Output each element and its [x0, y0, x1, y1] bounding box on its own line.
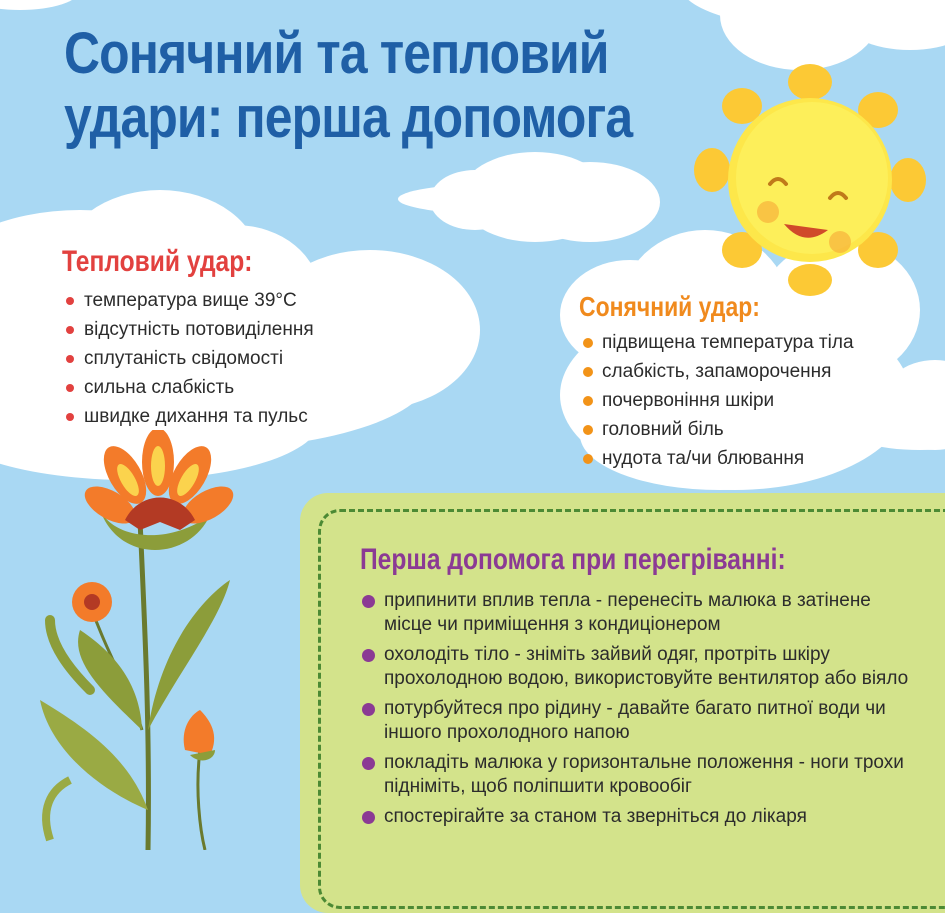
list-item: почервоніння шкіри [583, 389, 854, 418]
heatstroke-symptoms [66, 289, 314, 434]
first-aid-title: Перша допомога при перегріванні: [360, 543, 786, 576]
list-item: підвищена температура тіла [583, 331, 854, 360]
bullet-icon [362, 757, 375, 770]
sunstroke-symptoms [583, 331, 854, 476]
list-item: слабкість, запаморочення [583, 360, 854, 389]
list-item: швидке дихання та пульс [66, 405, 314, 434]
list-item: сильна слабкість [66, 376, 314, 405]
page-title [64, 22, 683, 150]
list-item: головний біль [583, 418, 854, 447]
bullet-icon [66, 297, 74, 305]
sun-icon [690, 60, 930, 300]
bullet-icon [362, 811, 375, 824]
bullet-icon [66, 384, 74, 392]
page-title-text: Сонячний та тепловий удари: перша допомога [64, 21, 633, 150]
list-item: відсутність потовиділення [66, 318, 314, 347]
list-item: охолодіть тіло - зніміть зайвий одяг, протріть шкіру прохолодною водою, використовуйте вентилятор або віяло [362, 643, 924, 691]
sunstroke-title: Сонячний удар: [579, 291, 760, 322]
bullet-icon [583, 396, 593, 406]
bullet-icon [66, 326, 74, 334]
bullet-icon [583, 367, 593, 377]
list-item: спостерігайте за станом та зверніться до лікаря [362, 805, 924, 829]
first-aid-steps [362, 589, 924, 835]
list-item: потурбуйтеся про рідину - давайте багато питної води чи іншого прохолодного напою [362, 697, 924, 745]
bullet-icon [583, 338, 593, 348]
bullet-icon [66, 355, 74, 363]
bullet-icon [362, 595, 375, 608]
list-item: нудота та/чи блювання [583, 447, 854, 476]
list-item: температура вище 39°С [66, 289, 314, 318]
list-item: сплутаність свідомості [66, 347, 314, 376]
list-item: покладіть малюка у горизонтальне положення - ноги трохи підніміть, щоб поліпшити кровообіг [362, 751, 924, 799]
bullet-icon [583, 425, 593, 435]
flower-icon [30, 430, 290, 850]
heatstroke-title: Тепловий удар: [62, 245, 253, 278]
bullet-icon [362, 703, 375, 716]
list-item: припинити вплив тепла - перенесіть малюка в затінене місце чи приміщення з кондиціонером [362, 589, 924, 637]
bullet-icon [362, 649, 375, 662]
bullet-icon [66, 413, 74, 421]
bullet-icon [583, 454, 593, 464]
